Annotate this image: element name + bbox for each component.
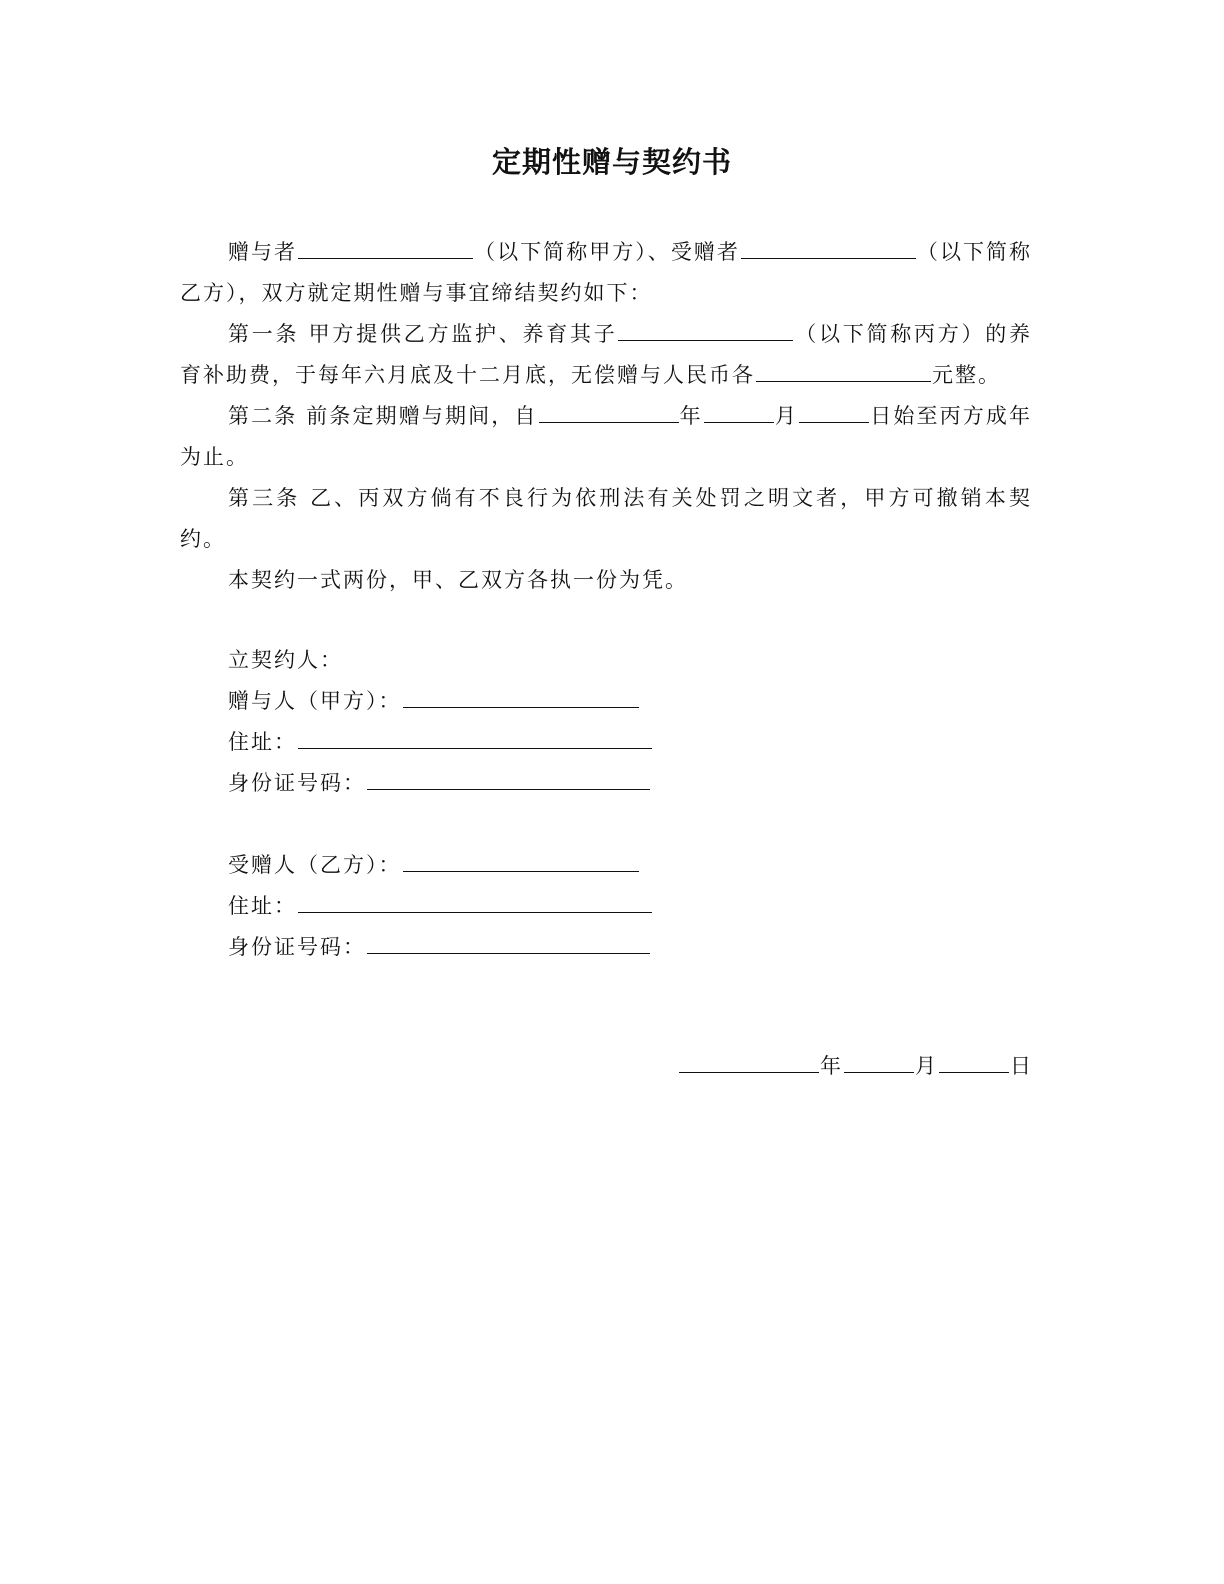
signatories-header: 立契约人： — [228, 648, 343, 672]
party-b-address-blank[interactable] — [298, 886, 652, 913]
sign-day-blank[interactable] — [939, 1046, 1009, 1073]
party-b-name-blank[interactable] — [403, 845, 639, 872]
start-year-blank[interactable] — [539, 396, 679, 423]
article-1-continuation: 育补助费，于每年六月底及十二月底，无偿赠与人民币各 — [180, 363, 755, 387]
sign-day-label: 日 — [1010, 1054, 1033, 1078]
start-month-blank[interactable] — [704, 396, 774, 423]
contract-body — [180, 232, 1032, 601]
sign-year-label: 年 — [820, 1054, 843, 1078]
amount-blank[interactable] — [756, 355, 931, 382]
donee-name-blank[interactable] — [741, 232, 916, 259]
donor-name-blank[interactable] — [298, 232, 473, 259]
article-1 — [180, 314, 1032, 396]
party-b-name-label: 受赠人（乙方）： — [228, 853, 402, 877]
party-b-address-label: 住址： — [228, 894, 297, 918]
party-b-name-row — [228, 845, 653, 886]
party-a-id-blank[interactable] — [367, 763, 650, 790]
year-label: 年 — [679, 404, 703, 428]
sign-month-blank[interactable] — [844, 1046, 914, 1073]
party-b-id-blank[interactable] — [367, 927, 650, 954]
signing-date — [678, 1046, 1033, 1087]
party-b-address-row — [228, 886, 653, 927]
article-1-end: 元整。 — [932, 363, 1001, 387]
party-a-name-row — [228, 681, 653, 722]
intro-paragraph — [180, 232, 1032, 314]
donor-label: 赠与者 — [228, 240, 298, 264]
start-day-blank[interactable] — [799, 396, 869, 423]
closing-statement: 本契约一式两份，甲、乙双方各执一份为凭。 — [228, 568, 688, 592]
party-a-address-blank[interactable] — [298, 722, 652, 749]
party-a-id-row — [228, 763, 653, 804]
document-title: 定期性赠与契约书 — [491, 145, 732, 179]
intro-continuation: 称乙方），双方就定期性赠与事宜缔结契约如下： — [180, 240, 1033, 305]
month-label: 月 — [774, 404, 799, 428]
sign-month-label: 月 — [915, 1054, 938, 1078]
article-3: 第三条 乙、丙双方倘有不良行为依刑法有关处罚之明文者，甲方可撤销本契约。 — [180, 486, 1032, 551]
sign-year-blank[interactable] — [679, 1046, 819, 1073]
party-b-note: （以下简 — [916, 240, 1010, 264]
signature-section — [228, 640, 653, 968]
party-b-id-label: 身份证号码： — [228, 935, 366, 959]
party-a-name-label: 赠与人（甲方）： — [228, 689, 402, 713]
article-2-end: 年为止。 — [180, 404, 1032, 469]
article-2-continuation: 日始至丙方成 — [870, 404, 1009, 428]
child-name-blank[interactable] — [618, 314, 793, 341]
article-2-text: 第二条 前条定期赠与期间，自 — [228, 404, 538, 428]
article-1-note: （以下简称丙方）的养 — [794, 322, 1032, 346]
article-2 — [180, 396, 1032, 478]
spacer — [228, 804, 653, 845]
party-a-name-blank[interactable] — [403, 681, 639, 708]
party-a-id-label: 身份证号码： — [228, 771, 366, 795]
party-a-address-row — [228, 722, 653, 763]
article-1-text: 第一条 甲方提供乙方监护、养育其子 — [228, 322, 618, 346]
party-a-address-label: 住址： — [228, 730, 297, 754]
party-b-id-row — [228, 927, 653, 968]
party-a-note: （以下简称甲方）、受赠者 — [474, 240, 740, 264]
